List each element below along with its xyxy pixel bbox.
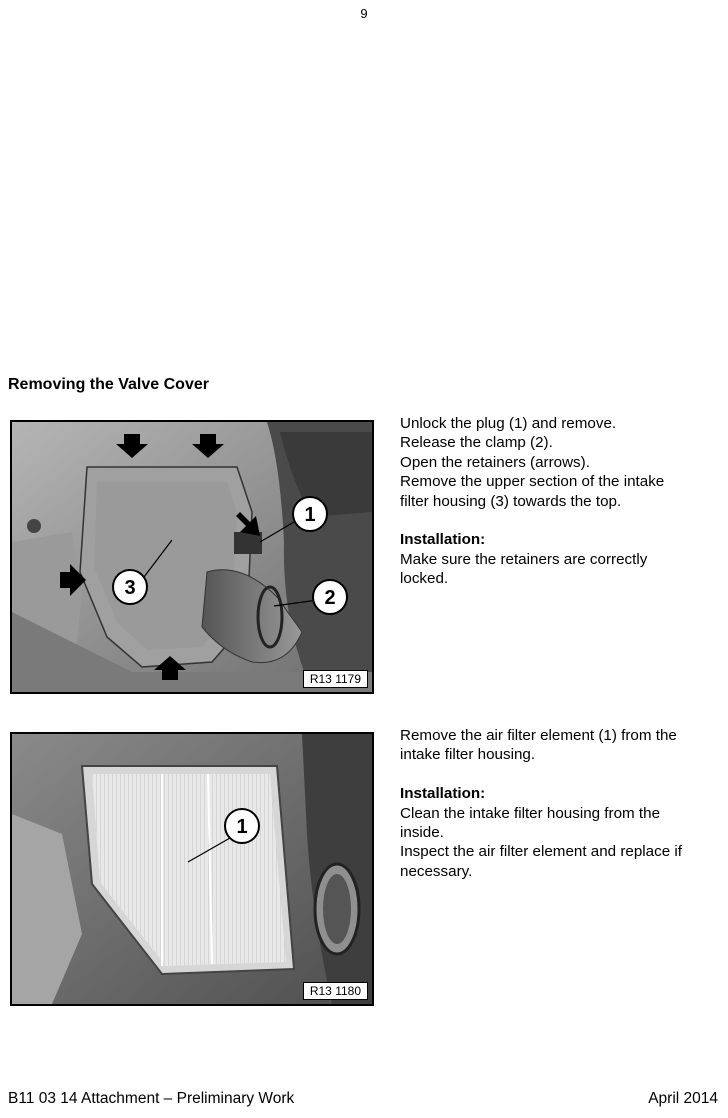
svg-text:2: 2	[324, 587, 336, 609]
instruction-line: necessary.	[400, 862, 473, 880]
instruction-line: Remove the upper section of the intake	[400, 473, 665, 491]
figure-intake-housing	[10, 420, 374, 694]
air-filter-photo	[12, 734, 372, 1004]
footer-document-id: B11 03 14 Attachment – Preliminary Work	[8, 1090, 295, 1107]
svg-text:1: 1	[236, 816, 248, 838]
instructions-step2	[400, 726, 720, 881]
figure-label: R13 1180	[303, 982, 368, 1000]
instruction-line: filter housing (3) towards the top.	[400, 492, 622, 510]
instruction-line: Unlock the plug (1) and remove.	[400, 415, 617, 432]
instruction-line: Make sure the retainers are correctly	[400, 550, 648, 568]
instruction-line: Clean the intake filter housing from the	[400, 804, 661, 822]
footer-date: April 2014	[648, 1090, 718, 1107]
intake-housing-photo	[12, 422, 372, 692]
instruction-line: Inspect the air filter element and replace if	[400, 843, 682, 861]
instruction-line: Remove the air filter element (1) from the	[400, 727, 677, 744]
section-title: Removing the Valve Cover	[8, 376, 209, 393]
svg-text:1: 1	[304, 504, 316, 526]
installation-heading: Installation:	[400, 785, 486, 803]
svg-text:3: 3	[124, 577, 136, 599]
callout-3	[113, 570, 147, 604]
instruction-line: Open the retainers (arrows).	[400, 453, 590, 471]
callout-1	[225, 809, 259, 843]
callout-1	[293, 497, 327, 531]
instructions-step1	[400, 414, 720, 589]
instruction-line: inside.	[400, 824, 444, 842]
figure-label: R13 1179	[303, 670, 368, 688]
page-number: 9	[360, 6, 368, 21]
instruction-line: Release the clamp (2).	[400, 434, 553, 452]
callout-2	[313, 580, 347, 614]
installation-heading: Installation:	[400, 531, 486, 549]
figure-air-filter	[10, 732, 374, 1006]
instruction-line: locked.	[400, 570, 449, 588]
instruction-line: intake filter housing.	[400, 746, 536, 764]
